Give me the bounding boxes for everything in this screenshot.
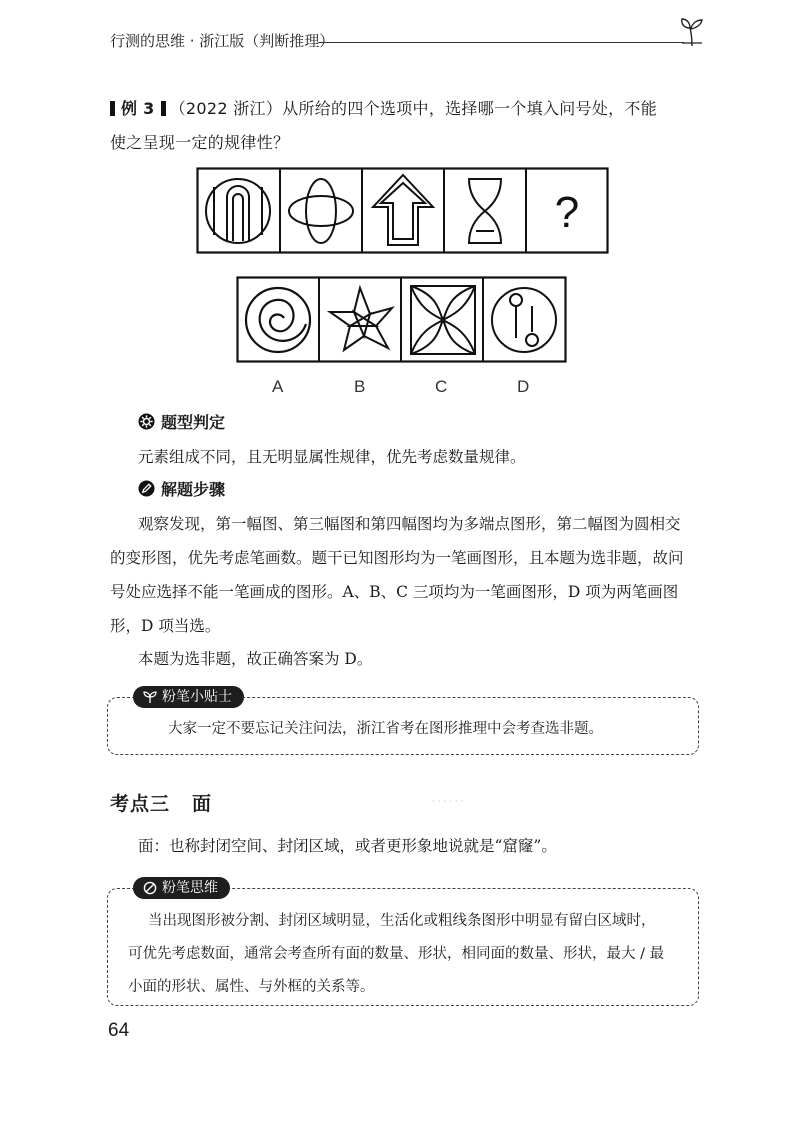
tip-tag-label: 粉笔小贴士 bbox=[162, 689, 232, 705]
example-source: （2022 浙江） bbox=[169, 99, 283, 118]
page-number: 64 bbox=[108, 1020, 130, 1041]
thinking-tag bbox=[133, 877, 230, 899]
example-question-part2: 使之呈现一定的规律性？ bbox=[110, 133, 290, 152]
section-type-title: 题型判定 bbox=[161, 413, 226, 432]
example-bar-right bbox=[161, 101, 166, 116]
option-label-d: D bbox=[517, 377, 530, 396]
thinking-tag-label: 粉笔思维 bbox=[162, 880, 218, 896]
thinking-line-3: 小面的形状、属性、与外框的关系等。 bbox=[128, 979, 375, 995]
sprout-icon bbox=[678, 16, 706, 50]
thinking-line-1: 当出现图形被分割、封闭区域明显，生活化或粗线条图形中明显有留白区域时， bbox=[148, 913, 656, 929]
section-type-text: 元素组成不同，且无明显属性规律，优先考虑数量规律。 bbox=[138, 448, 526, 466]
example-label: 例 3 bbox=[121, 99, 155, 118]
sprout-icon bbox=[143, 690, 157, 704]
thinking-line-2: 可优先考虑数面，通常会考查所有面的数量、形状，相同面的数量、形状，最大 / 最 bbox=[128, 946, 665, 962]
options-figure-row bbox=[236, 276, 568, 364]
header-rule bbox=[318, 42, 684, 43]
gear-icon bbox=[138, 413, 155, 430]
option-label-a: A bbox=[272, 377, 284, 396]
section-type-heading bbox=[138, 410, 225, 433]
question-figure-1 bbox=[206, 179, 270, 243]
question-figure-row bbox=[196, 167, 610, 255]
question-mark: ? bbox=[554, 188, 580, 237]
question-figure-2 bbox=[289, 179, 353, 243]
example-question bbox=[110, 96, 657, 119]
option-label-c: C bbox=[435, 377, 448, 396]
answer-text: 本题为选非题，故正确答案为 D。 bbox=[138, 650, 373, 668]
kaodian-topic: 面 bbox=[192, 793, 213, 815]
example-question-part1: 从所给的四个选项中，选择哪一个填入问号处，不能 bbox=[282, 99, 658, 118]
faint-watermark: · · · · · · bbox=[432, 797, 464, 807]
tip-tag bbox=[133, 686, 244, 708]
section-steps-text: 观察发现，第一幅图、第三幅图和第四幅图均为多端点图形，第二幅图为圆相交的变形图，优先考虑笔画数。题干已知图形均为一笔画图形，且本题为选非题，故问号处应选择不能一笔画成的图形。A、B、C 三项均为一笔画图形，D 项为两笔画图形，D 项当选。 bbox=[110, 515, 684, 635]
example-bar-left bbox=[110, 101, 115, 116]
kaodian-heading bbox=[110, 789, 212, 816]
question-figure-3 bbox=[373, 175, 433, 245]
section-steps-title: 解题步骤 bbox=[161, 480, 226, 499]
kaodian-label: 考点三 bbox=[110, 793, 171, 815]
pencil-icon bbox=[138, 480, 155, 497]
option-d-figure bbox=[492, 288, 556, 352]
option-c-figure bbox=[411, 286, 475, 354]
option-a-figure bbox=[246, 288, 310, 352]
tip-text: 大家一定不要忘记关注问法，浙江省考在图形推理中会考查选非题。 bbox=[168, 721, 603, 737]
option-b-figure bbox=[330, 288, 392, 350]
option-label-b: B bbox=[354, 377, 366, 396]
definition-text: 面：也称封闭空间、封闭区域，或者更形象地说就是“窟窿”。 bbox=[138, 837, 557, 855]
running-header-title: 行测的思维 · 浙江版（判断推理） bbox=[110, 32, 335, 50]
section-steps-heading bbox=[138, 477, 225, 500]
question-figure-4 bbox=[469, 179, 501, 243]
no-sign-icon bbox=[143, 881, 157, 895]
